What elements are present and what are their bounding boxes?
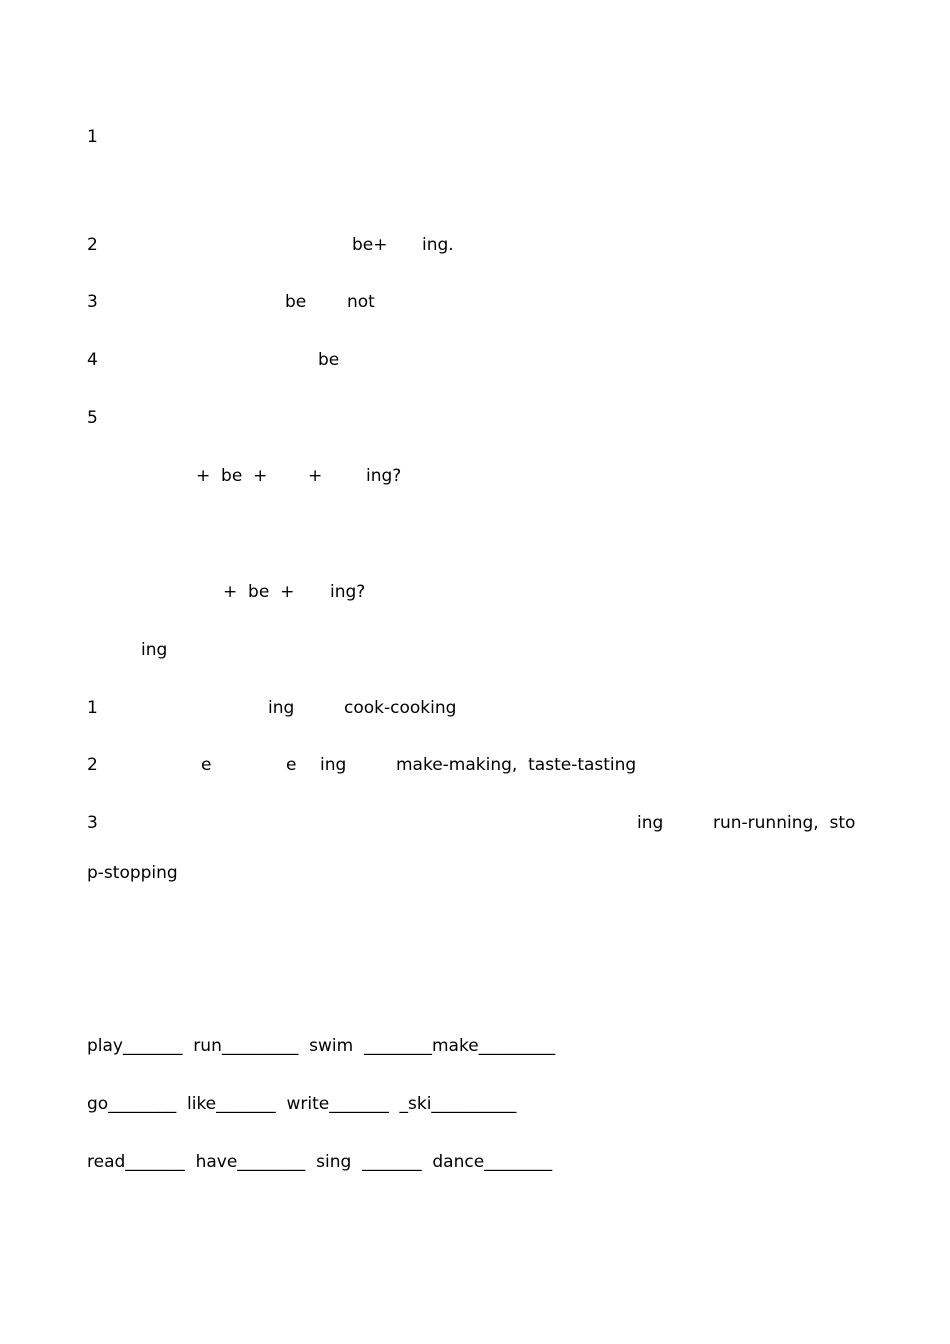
item-4-number: 4 <box>87 350 98 370</box>
rule-2-number: 2 <box>87 755 98 775</box>
item-2-formula-ing: ing. <box>422 235 454 255</box>
rule-1-suffix: ing <box>268 698 295 718</box>
rule-1-number: 1 <box>87 698 98 718</box>
pattern-2-ing: ing? <box>330 582 366 602</box>
item-4-be: be <box>318 350 340 370</box>
item-3-number: 3 <box>87 292 98 312</box>
exercise-row-2: go________ like_______ write_______ _ski__________ <box>87 1094 517 1114</box>
pattern-1-be: + be + <box>196 466 268 486</box>
rule-3-example: run-running, sto <box>713 813 856 833</box>
item-3-not: not <box>347 292 375 312</box>
pattern-2-be: + be + <box>223 582 295 602</box>
section-2-heading: ing <box>141 640 168 660</box>
rule-3-number: 3 <box>87 813 98 833</box>
rule-2-suffix: ing <box>320 755 347 775</box>
exercise-row-3: read_______ have________ sing _______ dance________ <box>87 1152 553 1172</box>
pattern-1-ing: ing? <box>366 466 402 486</box>
rule-2-e1: e <box>201 755 212 775</box>
item-2-number: 2 <box>87 235 98 255</box>
pattern-1-plus: + <box>308 466 323 486</box>
rule-3-example-continued: p-stopping <box>87 863 178 883</box>
rule-3-suffix: ing <box>637 813 664 833</box>
item-2-formula-be: be+ <box>352 235 388 255</box>
item-5-number: 5 <box>87 408 98 428</box>
item-1-number: 1 <box>87 127 98 147</box>
exercise-row-1: play_______ run_________ swim ________make_________ <box>87 1036 556 1056</box>
rule-2-example: make-making, taste-tasting <box>396 755 637 775</box>
item-3-be: be <box>285 292 307 312</box>
rule-2-e2: e <box>286 755 297 775</box>
rule-1-example: cook-cooking <box>344 698 457 718</box>
